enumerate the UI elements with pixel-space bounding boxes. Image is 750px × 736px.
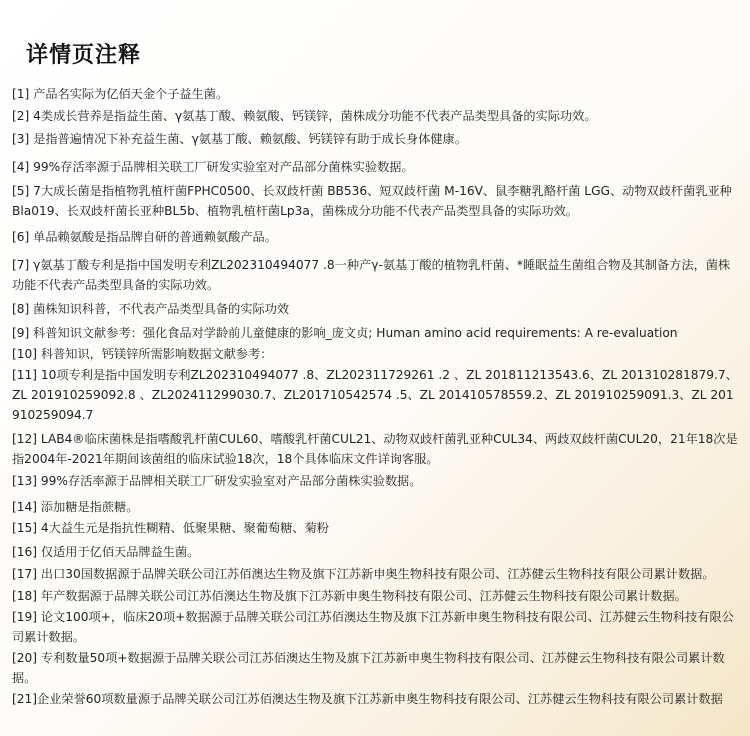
note-2: [2] 4类成长营养是指益生菌、γ氨基丁酸、赖氨酸、钙镁锌，菌株成分功能不代表产品类型具备的实际功效。 [12, 109, 597, 123]
note-16: [16] 仅适用于亿佰天品牌益生菌。 [12, 545, 200, 559]
page-title: 详情页注释 [26, 43, 142, 68]
note-9: [9] 科普知识文献参考：强化食品对学龄前儿童健康的影响_庞文贞; Human amino acid requirements: A re-evaluation [12, 326, 678, 340]
note-4: [4] 99%存活率源于品牌相关联工厂研发实验室对产品部分菌株实验数据。 [12, 160, 414, 174]
notes-list [12, 84, 740, 709]
note-11: [11] 10项专利是指中国发明专利ZL202310494077 .8、ZL202311729261 .2 、ZL 201811213543.6、ZL 201310281879.7、ZL 201910259092.8 、ZL202411299030.7、ZL201710542574 .5、ZL 201410578559.2、ZL 201910259091.3、ZL 201910259094.7 [12, 368, 738, 422]
note-8: [8] 菌株知识科普，不代表产品类型具备的实际功效 [12, 302, 290, 316]
note-14: [14] 添加糖是指蔗糖。 [12, 500, 139, 514]
note-15: [15] 4大益生元是指抗性糊精、低聚果糖、聚葡萄糖、菊粉 [12, 521, 329, 535]
note-12: [12] LAB4®临床菌株是指嗜酸乳杆菌CUL60、嗜酸乳杆菌CUL21、动物双歧杆菌乳亚种CUL34、两歧双歧杆菌CUL20，21年18次是指2004年-2021年期间该菌组的临床试验18次，18个具体临床文件详询客服。 [12, 432, 738, 466]
note-17: [17] 出口30国数据源于品牌关联公司江苏佰澳达生物及旗下江苏新申奥生物科技有限公司、江苏健云生物科技有限公司累计数据。 [12, 567, 715, 581]
note-20: [20] 专利数量50项+数据源于品牌关联公司江苏佰澳达生物及旗下江苏新申奥生物科技有限公司、江苏健云生物科技有限公司累计数据。 [12, 651, 725, 685]
note-7: [7] γ氨基丁酸专利是指中国发明专利ZL202310494077 .8一种产γ-氨基丁酸的植物乳杆菌、*睡眠益生菌组合物及其制备方法，菌株功能不代表产品类型具备的实际功效。 [12, 258, 731, 292]
note-3: [3] 是指普遍情况下补充益生菌、γ氨基丁酸、赖氨酸、钙镁锌有助于成长身体健康。 [12, 132, 467, 146]
note-13: [13] 99%存活率源于品牌相关联工厂研发实验室对产品部分菌株实验数据。 [12, 474, 422, 488]
note-1: [1] 产品名实际为亿佰天金个子益生菌。 [12, 87, 229, 101]
note-19: [19] 论文100项+，临床20项+数据源于品牌关联公司江苏佰澳达生物及旗下江苏新申奥生物科技有限公司、江苏健云生物科技有限公司累计数据。 [12, 610, 734, 644]
note-6: [6] 单品赖氨酸是指品牌自研的普通赖氨酸产品。 [12, 230, 277, 244]
note-10: [10] 科普知识，钙镁锌所需影响数据文献参考： [12, 347, 273, 361]
note-5: [5] 7大成长菌是指植物乳植杆菌FPHC0500、长双歧杆菌 BB536、短双歧杆菌 M-16V、鼠李糖乳酪杆菌 LGG、动物双歧杆菌乳亚种Bla019、长双歧杆菌长亚种BL5b、植物乳植杆菌Lp3a，菌株成分功能不代表产品类型具备的实际功效。 [12, 184, 732, 218]
note-18: [18] 年产数据源于品牌关联公司江苏佰澳达生物及旗下江苏新申奥生物科技有限公司、江苏健云生物科技有限公司累计数据。 [12, 589, 687, 603]
note-21: [21]企业荣誉60项数量源于品牌关联公司江苏佰澳达生物及旗下江苏新申奥生物科技有限公司、江苏健云生物科技有限公司累计数据 [12, 692, 723, 706]
